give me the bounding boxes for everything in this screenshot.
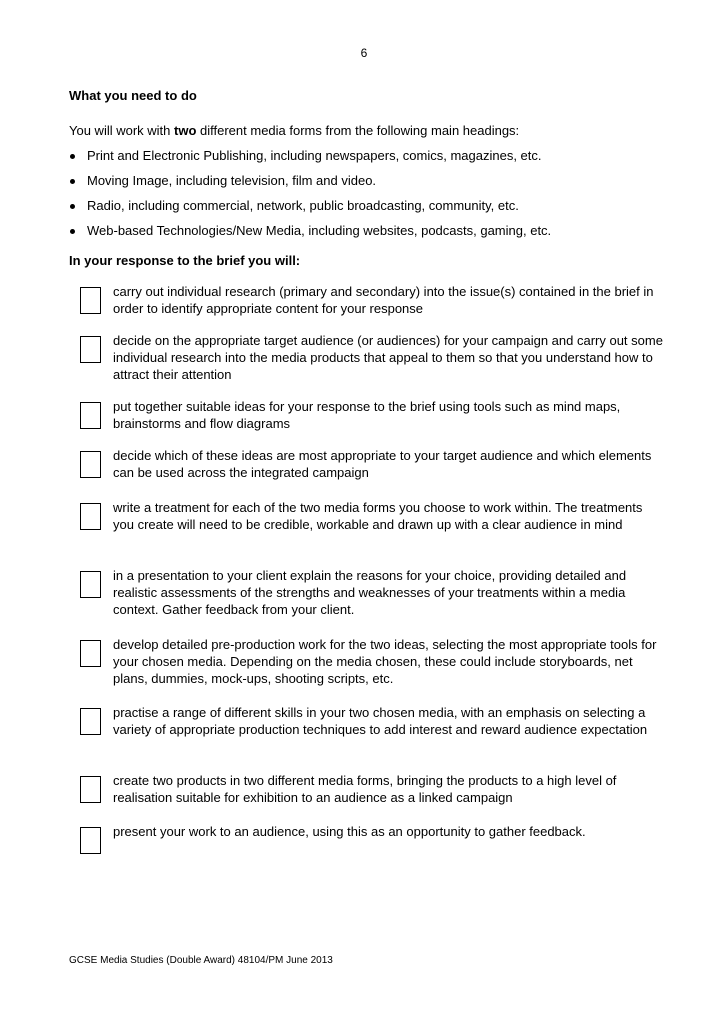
list-item-text: Moving Image, including television, film and video. — [87, 173, 377, 188]
page-footer: GCSE Media Studies (Double Award) 48104/PM June 2013 — [69, 955, 333, 966]
task-text: present your work to an audience, using this as an opportunity to gather feedback. — [113, 824, 586, 839]
section-heading: What you need to do — [69, 88, 197, 103]
response-heading: In your response to the brief you will: — [69, 253, 301, 268]
task-checkbox[interactable] — [80, 336, 101, 363]
task-text: decide on the appropriate target audience (or audiences) for your campaign and carry out some individual research into the media products that appeal to them so that you understand how to attract their attention — [113, 333, 663, 382]
task-text: in a presentation to your client explain the reasons for your choice, providing detailed and realistic assessments of the strengths and weaknesses of your treatments within a media context. Gather feedback from your client. — [113, 568, 627, 617]
task-checkbox[interactable] — [80, 402, 101, 429]
task-checkbox[interactable] — [80, 287, 101, 314]
task-checkbox[interactable] — [80, 827, 101, 854]
bullet-icon — [70, 229, 75, 234]
task-text: develop detailed pre-production work for the two ideas, selecting the most appropriate tools for your chosen media. Depending on the media chosen, these could include storyboards, net plans, dummies, mock-ups, shooting scripts, etc. — [113, 637, 657, 686]
task-text: carry out individual research (primary and secondary) into the issue(s) contained in the brief in order to identify appropriate content for your response — [113, 284, 654, 316]
task-text: create two products in two different media forms, bringing the products to a high level of realisation suitable for exhibition to an audience as a linked campaign — [113, 773, 617, 805]
task-checkbox[interactable] — [80, 503, 101, 530]
bullet-icon — [70, 154, 75, 159]
task-checkbox[interactable] — [80, 571, 101, 598]
task-checkbox[interactable] — [80, 776, 101, 803]
list-item — [69, 147, 551, 172]
list-item-text: Web-based Technologies/New Media, including websites, podcasts, gaming, etc. — [87, 223, 552, 238]
intro-text-after: different media forms from the following main headings: — [196, 123, 520, 138]
task-text: write a treatment for each of the two media forms you choose to work within. The treatments you create will need to be credible, workable and drawn up with a clear audience in mind — [113, 500, 643, 532]
intro-text-before: You will work with — [69, 123, 175, 138]
list-item — [69, 222, 551, 247]
task-text: practise a range of different skills in your two chosen media, with an emphasis on selecting a variety of appropriate production techniques to add interest and reward audience expectation — [113, 705, 648, 737]
page-number: 6 — [360, 46, 368, 60]
list-item — [69, 197, 551, 222]
bullet-icon — [70, 179, 75, 184]
intro-paragraph — [69, 123, 519, 138]
task-text: put together suitable ideas for your response to the brief using tools such as mind maps, brainstorms and flow diagrams — [113, 399, 621, 431]
task-checkbox[interactable] — [80, 451, 101, 478]
intro-emphasis: two — [174, 123, 197, 138]
list-item-text: Radio, including commercial, network, public broadcasting, community, etc. — [87, 198, 519, 213]
media-forms-list — [69, 147, 551, 247]
list-item — [69, 172, 551, 197]
list-item-text: Print and Electronic Publishing, including newspapers, comics, magazines, etc. — [87, 148, 542, 163]
bullet-icon — [70, 204, 75, 209]
task-checkbox[interactable] — [80, 708, 101, 735]
task-checkbox[interactable] — [80, 640, 101, 667]
task-text: decide which of these ideas are most appropriate to your target audience and which elements can be used across the integrated campaign — [113, 448, 652, 480]
